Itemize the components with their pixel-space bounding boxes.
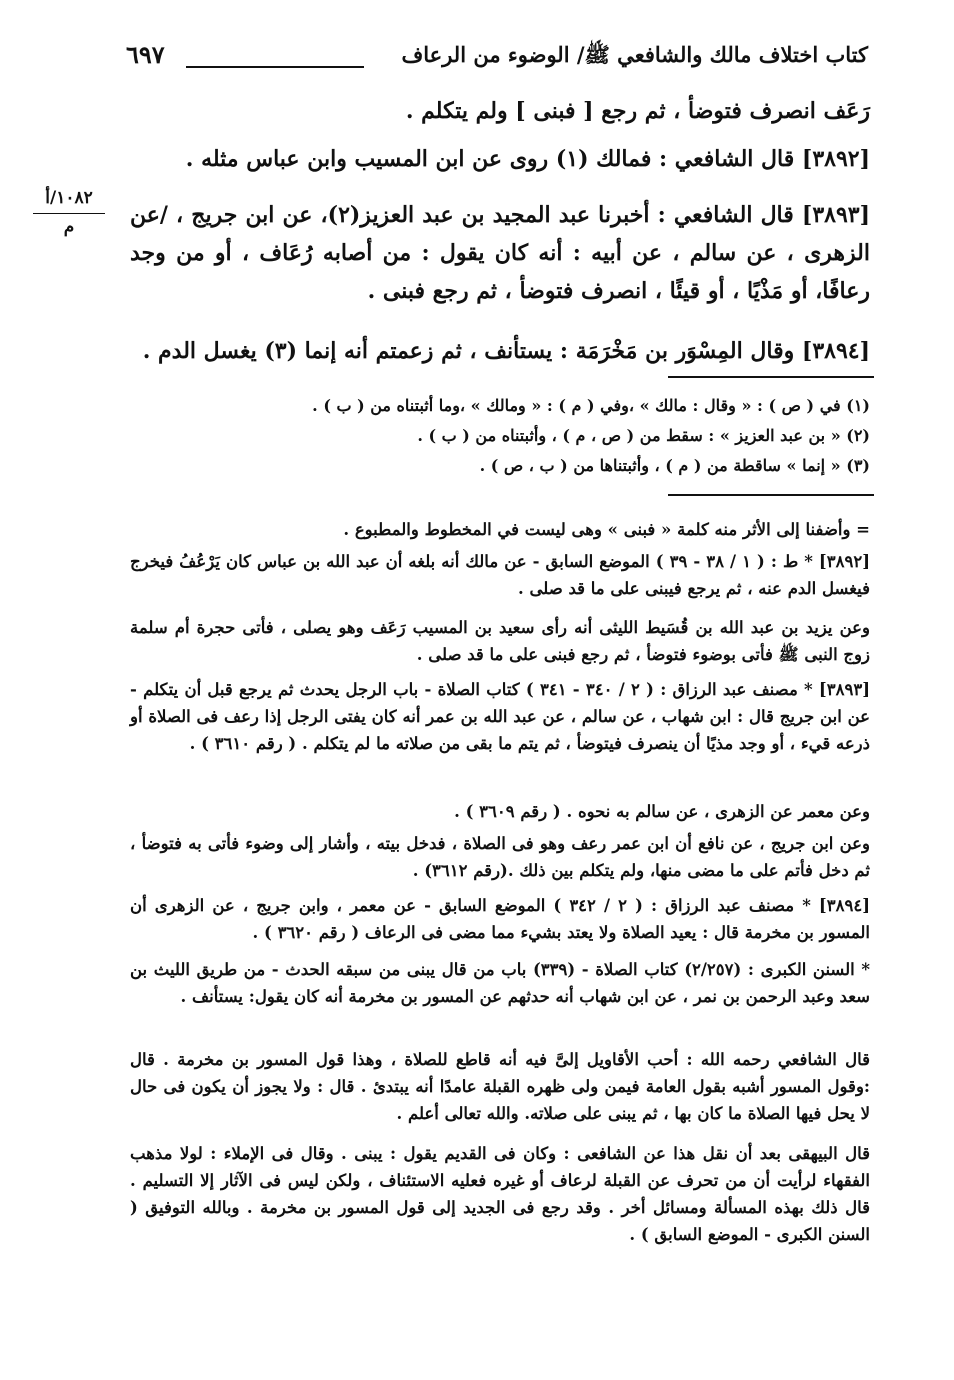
main-paragraph-3892: [٣٨٩٢] قال الشافعي : فمالك (١) روى عن ابن المسيب وابن عباس مثله . [185,146,870,172]
commentary-separator [668,494,874,496]
footnote-1: (١) في ( ص ) : « وقال : مالك » ،وفي ( م ) : « ومالك » ،وما أثبتناه من ( ب ) . [312,396,870,415]
footnote-2: (٢) « بن عبد العزيز » : سقط من ( ص ، م ) ، وأثبتناه من ( ب ) . [417,426,870,445]
footnote-3: (٣) « إنما » ساقطة من ( م ) ، وأثبتناها من ( ب ، ص ) . [479,456,870,475]
commentary-3892-yazid: وعن يزيد بن عبد الله بن قُسَيط الليثى أنه رأى سعيد بن المسيب رَعَف وهو يصلى ، فأتى حجرة أم سلمة زوج النبى ﷺ فأتى بوضوء فتوضأ ، ثم رجع فبنى على ما قد صلى . [130,618,870,664]
margin-reference [24,186,114,237]
main-paragraph-3893: [٣٨٩٣] قال الشافعي : أخبرنا عبد المجيد بن عبد العزيز(٢)، عن ابن جريج ، /عن الزهرى ، عن سالم ، عن أبيه : أنه كان يقول : من أصابه رُعَاف ، أو من وجد رعافًا، أو مَذْيًا ، أو قيئًا ، انصرف فتوضأ ، ثم رجع فبنى . [130,202,870,304]
page-header-title: كتاب اختلاف مالك والشافعي ﷺ/ الوضوء من الرعاف [401,42,868,67]
margin-reference-rule [33,213,105,214]
margin-reference-folio: ١٠٨٢/أ [45,188,93,208]
main-paragraph-3894: [٣٨٩٤] وقال المِسْوَر بن مَخْرَمَة : يستأنف ، ثم زعمتم أنه إنما (٣) يغسل الدم . [142,338,870,364]
header-rule [186,66,364,68]
commentary-3893-ibnjurayj: وعن ابن جريج ، عن نافع أن ابن عمر رعف وهو فى الصلاة ، فدخل بيته ، وأشار إلى وضوء فأتى به فتوضأ ، ثم دخل فأتم على ما مضى منها، ولم يتكلم بين ذلك .(رقم ٣٦١٢) . [130,834,870,880]
commentary-3894-sunan-kubra: * السنن الكبرى : (٢/٢٥٧) كتاب الصلاة - (٣٣٩) باب من قال يبنى من سبقه الحدث - من طريق الليث بن سعد وعبد الرحمن بن نمر ، عن ابن شهاب أنه حدثهم عن المسور بن مخرمة أنه كان يقول: يستأنف . [130,960,870,1006]
commentary-continuation: = وأضفنا إلى الأثر منه كلمة « فبنى » وهى ليست في المخطوط والمطبوع . [343,520,870,539]
commentary-3892-muwatta: [٣٨٩٢] * ط : ( ١ / ٣٨ - ٣٩ ) الموضع السابق - عن مالك أنه بلغه أن عبد الله بن عباس كان يَرْعُفُ فيخرج فيغسل الدم عنه ، ثم يرجع فيبنى على ما قد صلى . [130,552,870,598]
margin-reference-manuscript: م [63,217,75,237]
main-paragraph-1: رَعَف انصرف فتوضأ ، ثم رجع [ فبنى ] ولم يتكلم . [405,98,870,124]
commentary-bayhaqi: قال البيهقى بعد أن نقل هذا عن الشافعى : وكان فى القديم يقول : يبنى . وقال فى الإملاء : لولا مذهب الفقهاء لرأيت أن من تحرف عن القبلة لرعاف أو غيره فعليه الاستئناف ، ولكن ليس فى الآثار إلا التسليم . قال ذلك بهذه المسألة ومسائل أخر . وقد رجع فى الجديد إلى قول المسور بن مخرمة . وبالله التوفيق ( السنن الكبرى - الموضع السابق ) . [130,1144,870,1244]
commentary-3894-abdurrazzaq: [٣٨٩٤] * مصنف عبد الرزاق : ( ٢ / ٣٤٢ ) الموضع السابق - عن معمر ، وابن جريج ، عن الزهرى أن المسور بن مخرمة قال : يعيد الصلاة ولا يعتد بشيء مما مضى فى الرعاف ( رقم ٣٦٢٠ ) . [130,896,870,942]
commentary-shafii-opinion: قال الشافعي رحمه الله : أحب الأقاويل إلىَّ فيه أنه قاطع للصلاة ، وهذا قول المسور بن مخرمة . قال :وقول المسور أشبه بقول العامة فيمن ولى ظهره القبلة عامدًا أنه يبتدئ . قال : ولا يجوز أن يكون فى حال لا يحل فيها الصلاة ما كان بها ، ثم يبنى على صلاته. والله تعالى أعلم . [130,1050,870,1123]
commentary-3893-abdurrazzaq: [٣٨٩٣] * مصنف عبد الرزاق : ( ٢ / ٣٤٠ - ٣٤١ ) كتاب الصلاة - باب الرجل يحدث ثم يرجع قبل أن يتكلم - عن ابن جريج قال : ابن شهاب ، عن سالم ، عن عبد الله بن عمر أنه كان يفتى الرجل إذا رعف فى الصلاة أو ذرعه قيء ، أو وجد مذيًا أن ينصرف فيتوضأ ، ثم يتم ما بقى من صلاته ما لم يتكلم . ( رقم ٣٦١٠ ) . [130,680,870,753]
footnote-separator [668,376,874,378]
commentary-3893-mamar: وعن معمر عن الزهرى ، عن سالم به نحوه . ( رقم ٣٦٠٩ ) . [454,802,870,821]
page-number: ٦٩٧ [126,40,165,69]
